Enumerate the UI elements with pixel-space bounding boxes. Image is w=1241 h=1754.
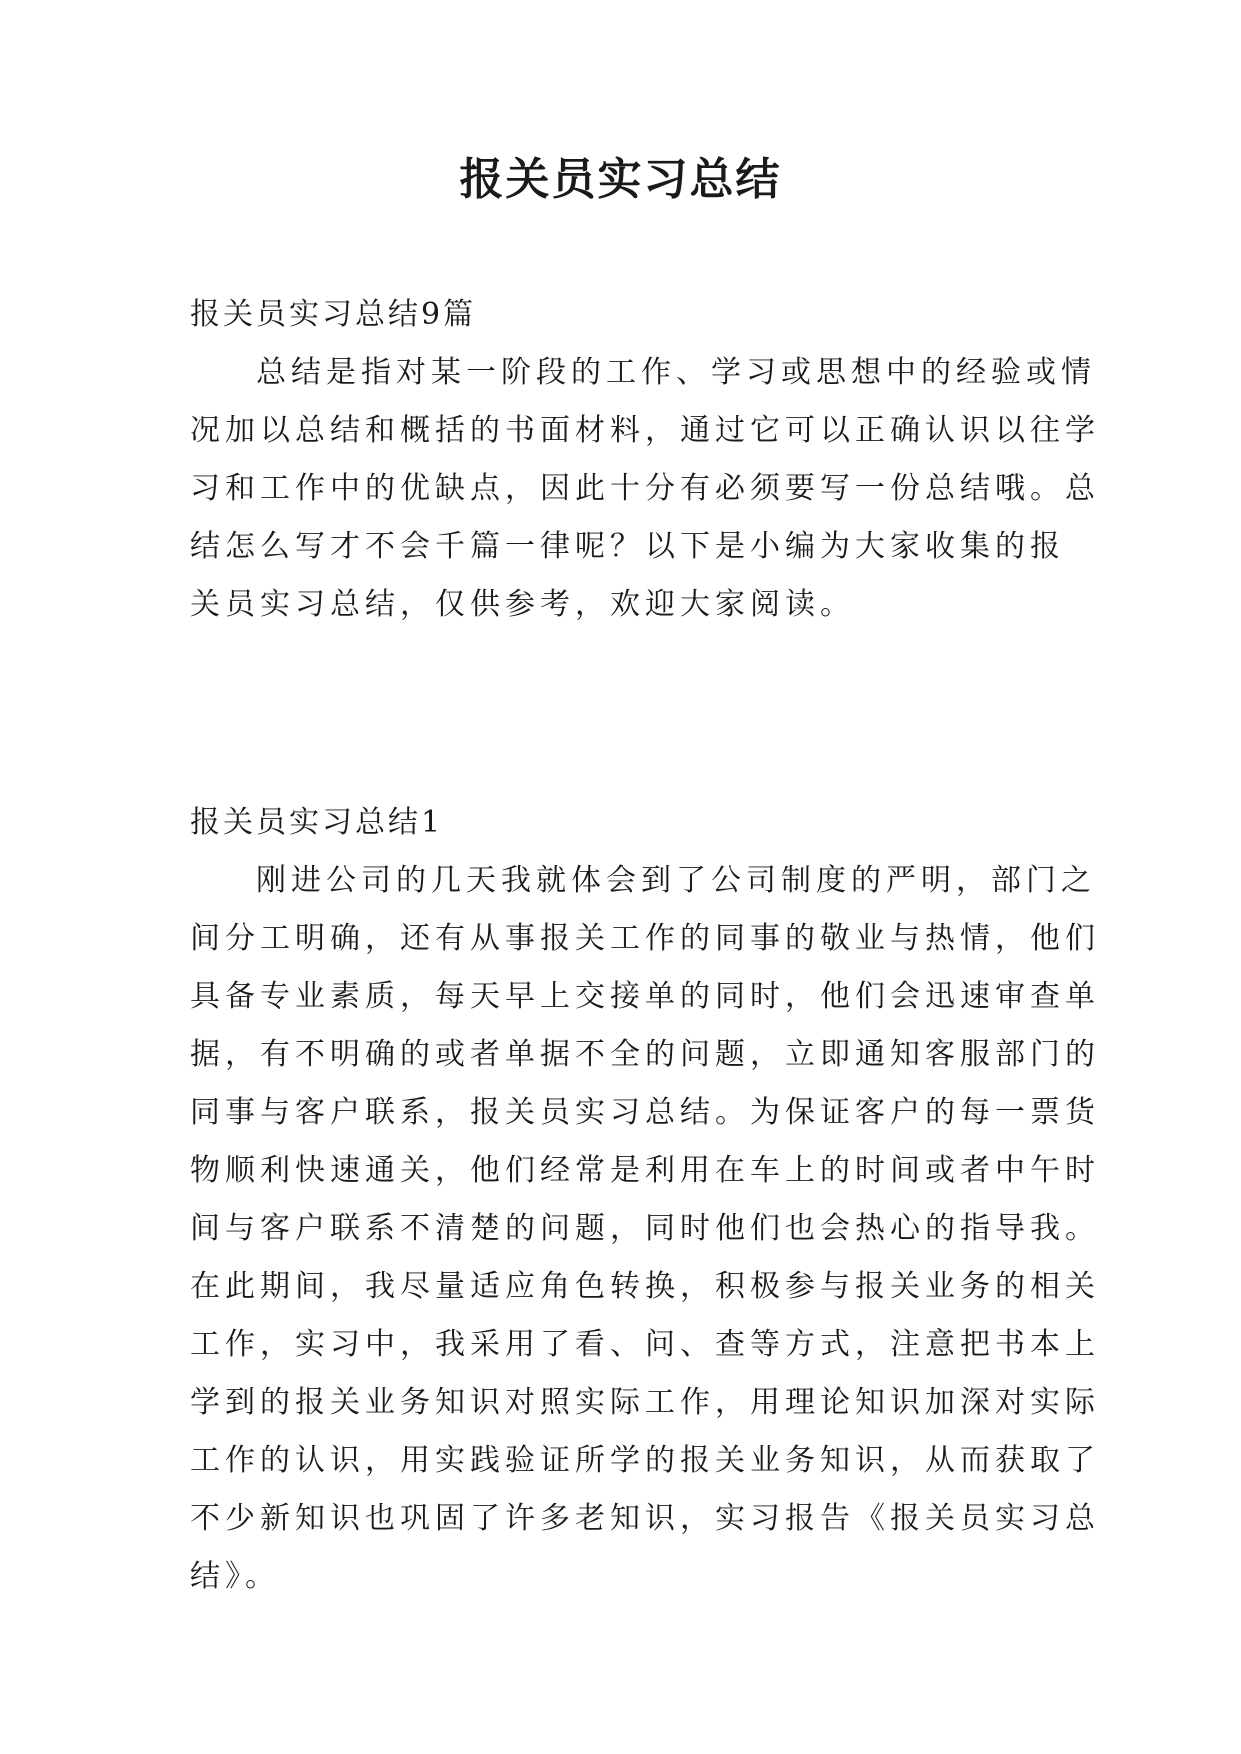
section-heading: 报关员实习总结1 (190, 805, 444, 840)
paragraph-line: 关员实习总结，仅供参考，欢迎大家阅读。 (190, 587, 855, 622)
intro-heading: 报关员实习总结9篇 (190, 297, 477, 332)
paragraph-line: 间与客户联系不清楚的问题，同时他们也会热心的指导我。 (190, 1211, 1100, 1246)
paragraph-line: 学到的报关业务知识对照实际工作，用理论知识加深对实际 (190, 1385, 1100, 1420)
page-title: 报关员实习总结 (459, 154, 782, 205)
paragraph-line: 工作，实习中，我采用了看、问、查等方式，注意把书本上 (190, 1327, 1100, 1362)
paragraph-line: 具备专业素质，每天早上交接单的同时，他们会迅速审查单 (190, 979, 1100, 1014)
paragraph-line: 结》。 (190, 1559, 280, 1594)
document-body (190, 286, 1100, 1606)
paragraph-line: 不少新知识也巩固了许多老知识，实习报告《报关员实习总 (190, 1501, 1100, 1536)
intro-paragraph (190, 344, 1100, 634)
section1-paragraph (190, 852, 1100, 1606)
paragraph-line: 工作的认识，用实践验证所学的报关业务知识，从而获取了 (190, 1443, 1100, 1478)
paragraph-line: 在此期间，我尽量适应角色转换，积极参与报关业务的相关 (190, 1269, 1100, 1304)
paragraph-line: 结怎么写才不会千篇一律呢？以下是小编为大家收集的报 (190, 529, 1065, 564)
paragraph-line: 间分工明确，还有从事报关工作的同事的敬业与热情，他们 (190, 921, 1100, 956)
paragraph-line: 物顺利快速通关，他们经常是利用在车上的时间或者中午时 (190, 1153, 1100, 1188)
section-spacer (190, 634, 1050, 794)
paragraph-line: 据，有不明确的或者单据不全的问题，立即通知客服部门的 (190, 1037, 1100, 1072)
paragraph-line: 同事与客户联系，报关员实习总结。为保证客户的每一票货 (190, 1095, 1100, 1130)
paragraph-line: 刚进公司的几天我就体会到了公司制度的严明，部门之 (256, 863, 1096, 898)
paragraph-line: 况加以总结和概括的书面材料，通过它可以正确认识以往学 (190, 413, 1100, 448)
paragraph-line: 总结是指对某一阶段的工作、学习或思想中的经验或情 (256, 355, 1096, 390)
paragraph-line: 习和工作中的优缺点，因此十分有必须要写一份总结哦。总 (190, 471, 1100, 506)
